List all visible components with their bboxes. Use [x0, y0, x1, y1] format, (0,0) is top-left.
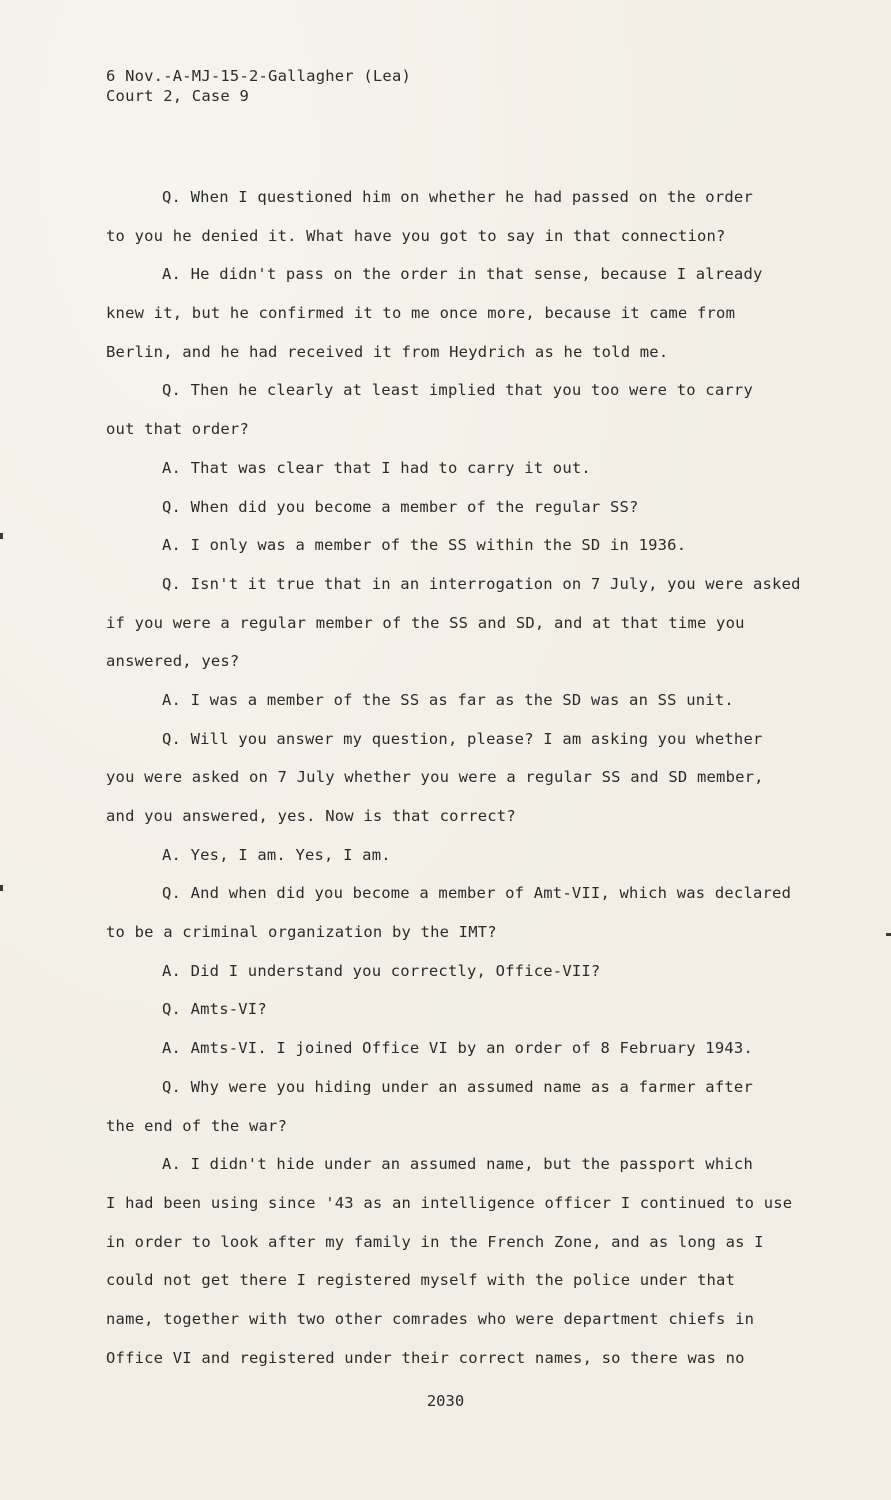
transcript-line: A. He didn't pass on the order in that sense, because I already: [162, 265, 763, 284]
transcript-line: the end of the war?: [106, 1116, 288, 1135]
transcript-line: A. I only was a member of the SS within the SD in 1936.: [162, 536, 687, 555]
transcript-line: you were asked on 7 July whether you were a regular SS and SD member,: [106, 768, 764, 787]
transcript-line: Q. When did you become a member of the regular SS?: [162, 497, 639, 516]
header-court-line: Court 2, Case 9: [106, 87, 249, 105]
transcript-line: A. That was clear that I had to carry it out.: [162, 458, 591, 477]
transcript-line: Berlin, and he had received it from Heydrich as he told me.: [106, 342, 669, 361]
transcript-line: Q. Why were you hiding under an assumed name as a farmer after: [162, 1077, 753, 1096]
transcript-line: A. I didn't hide under an assumed name, but the passport which: [162, 1155, 753, 1174]
transcript-line: Q. Amts-VI?: [162, 1000, 267, 1019]
header-reference-line: 6 Nov.-A-MJ-15-2-Gallagher (Lea): [106, 67, 412, 85]
transcript-line: to be a criminal organization by the IMT?: [106, 923, 497, 942]
transcript-line: name, together with two other comrades who were department chiefs in: [106, 1309, 755, 1328]
transcript-line: Q. Will you answer my question, please? I am asking you whether: [162, 729, 763, 748]
left-margin-mark: [0, 533, 3, 539]
transcript-line: Office VI and registered under their correct names, so there was no: [106, 1348, 745, 1367]
transcript-line: in order to look after my family in the French Zone, and as long as I: [106, 1232, 764, 1251]
document-header: [106, 66, 411, 106]
transcript-line: out that order?: [106, 420, 249, 439]
transcript-line: A. I was a member of the SS as far as the SD was an SS unit.: [162, 690, 734, 709]
transcript-line: I had been using since '43 as an intelligence officer I continued to use: [106, 1193, 793, 1212]
page-number: 2030: [426, 1392, 465, 1410]
transcript-line: Q. Isn't it true that in an interrogation on 7 July, you were asked: [162, 574, 801, 593]
transcript-line: to you he denied it. What have you got to say in that connection?: [106, 226, 726, 245]
transcript-line: A. Yes, I am. Yes, I am.: [162, 845, 391, 864]
transcript-line: answered, yes?: [106, 652, 240, 671]
transcript-line: A. Did I understand you correctly, Office-VII?: [162, 961, 601, 980]
transcript-line: Q. When I questioned him on whether he had passed on the order: [162, 188, 753, 206]
transcript-line: knew it, but he confirmed it to me once more, because it came from: [106, 304, 736, 323]
transcript-line: could not get there I registered myself with the police under that: [106, 1271, 736, 1290]
right-margin-mark: [886, 933, 891, 936]
left-margin-mark: [0, 885, 3, 891]
transcript-body: [106, 178, 836, 1377]
transcript-line: A. Amts-VI. I joined Office VI by an order of 8 February 1943.: [162, 1039, 753, 1058]
transcript-line: Q. Then he clearly at least implied that you too were to carry: [162, 381, 753, 400]
transcript-line: if you were a regular member of the SS and SD, and at that time you: [106, 613, 745, 632]
transcript-line: Q. And when did you become a member of Amt-VII, which was declared: [162, 884, 792, 903]
transcript-line: and you answered, yes. Now is that correct?: [106, 807, 516, 825]
